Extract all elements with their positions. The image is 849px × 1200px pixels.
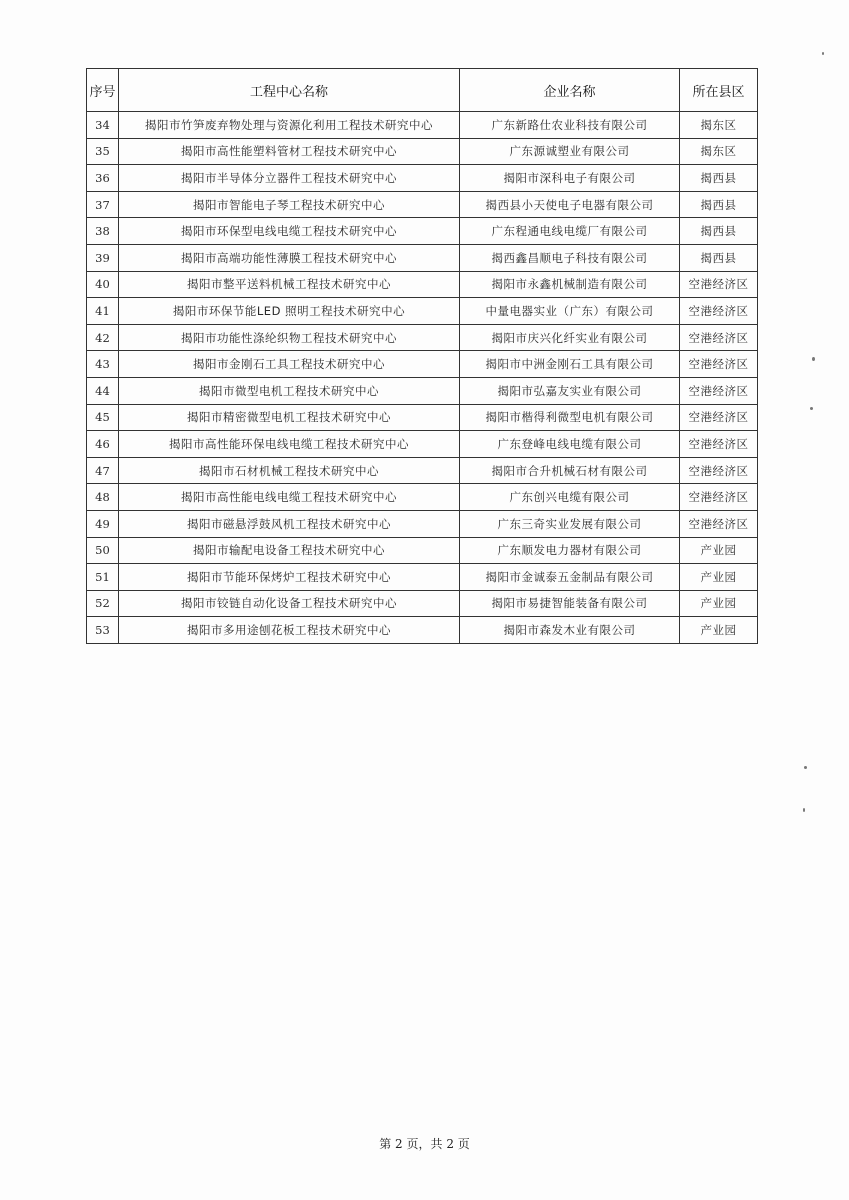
cell-area: 空港经济区 — [680, 271, 758, 298]
cell-area: 揭西县 — [680, 165, 758, 192]
cell-center-name: 揭阳市多用途刨花板工程技术研究中心 — [119, 617, 460, 644]
table-row — [87, 510, 758, 537]
cell-company-name: 揭阳市合升机械石材有限公司 — [460, 457, 680, 484]
table-row — [87, 590, 758, 617]
cell-company-name: 揭阳市森发木业有限公司 — [460, 617, 680, 644]
engineering-center-table — [86, 68, 758, 644]
cell-no: 52 — [87, 590, 119, 617]
cell-area: 空港经济区 — [680, 484, 758, 511]
cell-center-name: 揭阳市精密微型电机工程技术研究中心 — [119, 404, 460, 431]
cell-company-name: 揭阳市深科电子有限公司 — [460, 165, 680, 192]
cell-area: 揭西县 — [680, 244, 758, 271]
table-row — [87, 404, 758, 431]
table-row — [87, 165, 758, 192]
cell-company-name: 广东三奇实业发展有限公司 — [460, 510, 680, 537]
cell-area: 产业园 — [680, 617, 758, 644]
cell-center-name: 揭阳市石材机械工程技术研究中心 — [119, 457, 460, 484]
table-row — [87, 377, 758, 404]
cell-center-name: 揭阳市环保节能LED 照明工程技术研究中心 — [119, 298, 460, 325]
cell-center-name: 揭阳市智能电子琴工程技术研究中心 — [119, 191, 460, 218]
cell-no: 46 — [87, 431, 119, 458]
cell-company-name: 广东登峰电线电缆有限公司 — [460, 431, 680, 458]
header-no: 序号 — [87, 69, 119, 112]
cell-center-name: 揭阳市环保型电线电缆工程技术研究中心 — [119, 218, 460, 245]
cell-center-name: 揭阳市功能性涤纶织物工程技术研究中心 — [119, 324, 460, 351]
page-number: 第 2 页，共 2 页 — [379, 1137, 470, 1151]
table-row — [87, 244, 758, 271]
table-row — [87, 191, 758, 218]
cell-no: 40 — [87, 271, 119, 298]
cell-company-name: 揭阳市中洲金刚石工具有限公司 — [460, 351, 680, 378]
cell-no: 41 — [87, 298, 119, 325]
cell-company-name: 揭西县小天使电子电器有限公司 — [460, 191, 680, 218]
cell-no: 39 — [87, 244, 119, 271]
cell-center-name: 揭阳市输配电设备工程技术研究中心 — [119, 537, 460, 564]
table-row — [87, 431, 758, 458]
cell-company-name: 广东新路仕农业科技有限公司 — [460, 112, 680, 139]
header-center-name: 工程中心名称 — [119, 69, 460, 112]
cell-area: 空港经济区 — [680, 457, 758, 484]
cell-center-name: 揭阳市高性能塑料管材工程技术研究中心 — [119, 138, 460, 165]
cell-area: 空港经济区 — [680, 324, 758, 351]
cell-area: 揭西县 — [680, 218, 758, 245]
cell-no: 45 — [87, 404, 119, 431]
cell-center-name: 揭阳市整平送料机械工程技术研究中心 — [119, 271, 460, 298]
cell-company-name: 揭阳市弘嘉友实业有限公司 — [460, 377, 680, 404]
cell-area: 空港经济区 — [680, 298, 758, 325]
cell-area: 产业园 — [680, 537, 758, 564]
table-body — [87, 112, 758, 644]
cell-company-name: 广东源诚塑业有限公司 — [460, 138, 680, 165]
table-row — [87, 271, 758, 298]
scan-speck — [822, 52, 824, 55]
cell-no: 36 — [87, 165, 119, 192]
cell-no: 53 — [87, 617, 119, 644]
cell-no: 42 — [87, 324, 119, 351]
cell-center-name: 揭阳市磁悬浮鼓风机工程技术研究中心 — [119, 510, 460, 537]
cell-no: 37 — [87, 191, 119, 218]
cell-area: 空港经济区 — [680, 377, 758, 404]
cell-no: 34 — [87, 112, 119, 139]
cell-center-name: 揭阳市节能环保烤炉工程技术研究中心 — [119, 564, 460, 591]
table-row — [87, 351, 758, 378]
cell-no: 49 — [87, 510, 119, 537]
cell-area: 产业园 — [680, 564, 758, 591]
table-header-row — [87, 69, 758, 112]
header-area: 所在县区 — [680, 69, 758, 112]
cell-no: 51 — [87, 564, 119, 591]
cell-no: 43 — [87, 351, 119, 378]
cell-area: 揭西县 — [680, 191, 758, 218]
cell-center-name: 揭阳市高性能环保电线电缆工程技术研究中心 — [119, 431, 460, 458]
cell-area: 揭东区 — [680, 112, 758, 139]
table-row — [87, 537, 758, 564]
cell-company-name: 广东创兴电缆有限公司 — [460, 484, 680, 511]
cell-company-name: 揭阳市金诚泰五金制品有限公司 — [460, 564, 680, 591]
cell-area: 空港经济区 — [680, 510, 758, 537]
cell-company-name: 广东顺发电力器材有限公司 — [460, 537, 680, 564]
cell-company-name: 揭西鑫昌顺电子科技有限公司 — [460, 244, 680, 271]
table-row — [87, 564, 758, 591]
table-row — [87, 298, 758, 325]
cell-company-name: 中量电器实业（广东）有限公司 — [460, 298, 680, 325]
cell-no: 48 — [87, 484, 119, 511]
scan-speck — [803, 808, 805, 812]
cell-company-name: 揭阳市易捷智能装备有限公司 — [460, 590, 680, 617]
table-row — [87, 324, 758, 351]
cell-center-name: 揭阳市微型电机工程技术研究中心 — [119, 377, 460, 404]
cell-center-name: 揭阳市高性能电线电缆工程技术研究中心 — [119, 484, 460, 511]
cell-center-name: 揭阳市竹笋废弃物处理与资源化利用工程技术研究中心 — [119, 112, 460, 139]
cell-no: 44 — [87, 377, 119, 404]
header-company-name: 企业名称 — [460, 69, 680, 112]
table-row — [87, 138, 758, 165]
cell-area: 空港经济区 — [680, 351, 758, 378]
cell-no: 47 — [87, 457, 119, 484]
cell-no: 35 — [87, 138, 119, 165]
table-row — [87, 218, 758, 245]
cell-no: 38 — [87, 218, 119, 245]
scan-speck — [804, 766, 807, 769]
cell-center-name: 揭阳市铰链自动化设备工程技术研究中心 — [119, 590, 460, 617]
cell-company-name: 揭阳市楷得利微型电机有限公司 — [460, 404, 680, 431]
table-row — [87, 112, 758, 139]
cell-center-name: 揭阳市高端功能性薄膜工程技术研究中心 — [119, 244, 460, 271]
table-row — [87, 617, 758, 644]
cell-area: 空港经济区 — [680, 431, 758, 458]
cell-area: 空港经济区 — [680, 404, 758, 431]
cell-center-name: 揭阳市金刚石工具工程技术研究中心 — [119, 351, 460, 378]
table-row — [87, 457, 758, 484]
cell-center-name: 揭阳市半导体分立器件工程技术研究中心 — [119, 165, 460, 192]
scan-speck — [810, 407, 813, 410]
cell-no: 50 — [87, 537, 119, 564]
table-row — [87, 484, 758, 511]
scan-speck — [812, 357, 815, 361]
cell-company-name: 广东程通电线电缆厂有限公司 — [460, 218, 680, 245]
cell-area: 揭东区 — [680, 138, 758, 165]
cell-area: 产业园 — [680, 590, 758, 617]
cell-company-name: 揭阳市永鑫机械制造有限公司 — [460, 271, 680, 298]
cell-company-name: 揭阳市庆兴化纤实业有限公司 — [460, 324, 680, 351]
